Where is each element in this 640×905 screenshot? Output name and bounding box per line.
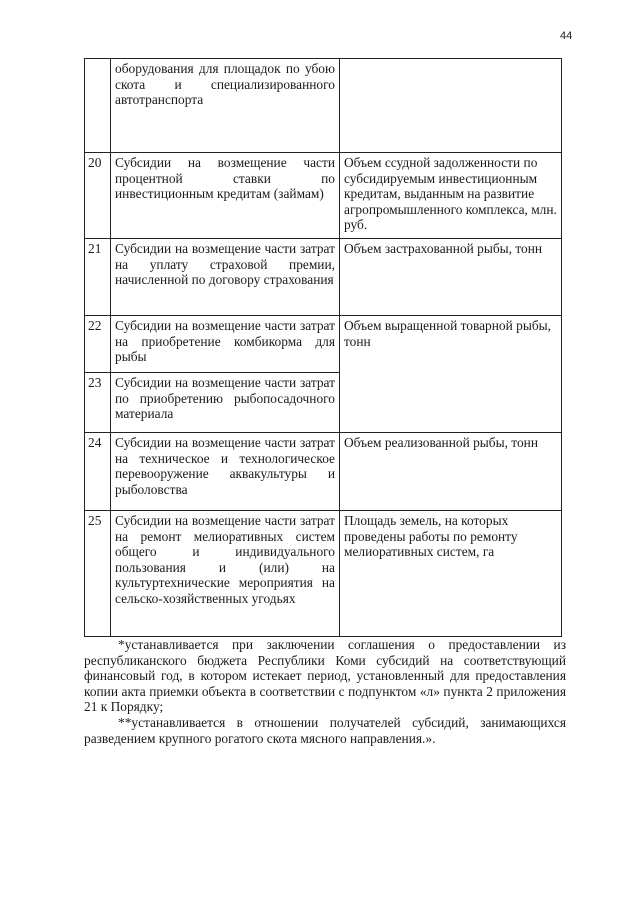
footnotes xyxy=(84,637,566,746)
table-row xyxy=(85,239,562,316)
subsidy-cell: Субсидии на возмещение части затрат на ремонт мелиоративных систем общего и индивидуального пользования и (или) на культуртехнические мероприятия на сельско-хозяйственных угодьях xyxy=(111,511,340,637)
subsidy-cell: оборудования для площадок по убою скота и специализированного автотранспорта xyxy=(111,59,340,153)
footnote-2: **устанавливается в отношении получателей субсидий, занимающихся разведением крупного рогатого скота мясного направления.». xyxy=(84,714,566,746)
subsidy-cell: Субсидии на возмещение части затрат на техническое и технологическое перевооружение аквакультуры и рыболовства xyxy=(111,433,340,511)
subsidy-cell: Субсидии на возмещение части затрат по приобретению рыбопосадочного материала xyxy=(111,373,340,433)
page-number: 44 xyxy=(560,30,573,42)
row-number: 24 xyxy=(85,433,111,511)
indicator-cell: Объем реализованной рыбы, тонн xyxy=(340,433,562,511)
row-number: 21 xyxy=(85,239,111,316)
row-number: 25 xyxy=(85,511,111,637)
table-row xyxy=(85,59,562,153)
indicator-cell: Объем выращенной товарной рыбы, тонн xyxy=(340,316,562,433)
table-row xyxy=(85,511,562,637)
table-row xyxy=(85,316,562,373)
row-number: 22 xyxy=(85,316,111,373)
footnote-1: *устанавливается при заключении соглашения о предоставлении из республиканского бюджета Республики Коми субсидий на соответствующий финансовый год, в котором истекает период, установленный для предоставления копии акта приемки объекта в соответствии с подпунктом «л» пункта 2 приложения 21 к Порядку; xyxy=(84,637,566,715)
indicator-cell: Объем ссудной задолженности по субсидируемым инвестиционным кредитам, выданным на развитие агропромышленного комплекса, млн. руб. xyxy=(340,153,562,239)
row-number: 23 xyxy=(85,373,111,433)
subsidy-table xyxy=(84,58,562,637)
table-row xyxy=(85,153,562,239)
table-row xyxy=(85,433,562,511)
indicator-cell: Площадь земель, на которых проведены работы по ремонту мелиоративных систем, га xyxy=(340,511,562,637)
indicator-cell xyxy=(340,59,562,153)
row-number xyxy=(85,59,111,153)
subsidy-cell: Субсидии на возмещение части процентной ставки по инвестиционным кредитам (займам) xyxy=(111,153,340,239)
subsidy-cell: Субсидии на возмещение части затрат на приобретение комбикорма для рыбы xyxy=(111,316,340,373)
subsidy-cell: Субсидии на возмещение части затрат на уплату страховой премии, начисленной по договору страхования xyxy=(111,239,340,316)
indicator-cell: Объем застрахованной рыбы, тонн xyxy=(340,239,562,316)
row-number: 20 xyxy=(85,153,111,239)
